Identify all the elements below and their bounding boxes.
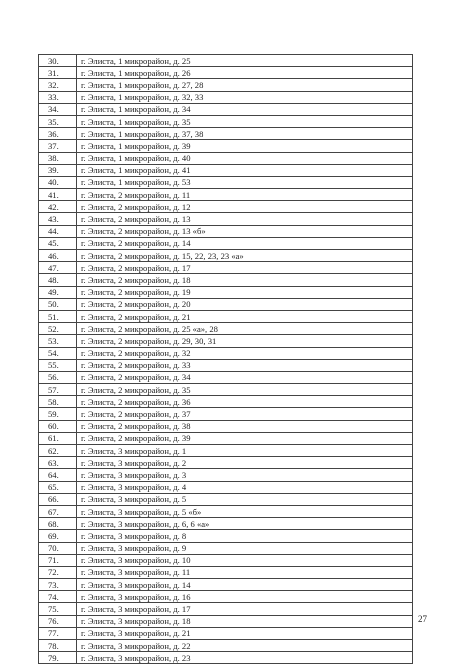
- table-row: [39, 469, 413, 481]
- row-address: г. Элиста, 1 микрорайон, д. 26: [77, 67, 413, 79]
- row-number: 71.: [39, 554, 77, 566]
- row-number: 58.: [39, 396, 77, 408]
- row-address: г. Элиста, 2 микрорайон, д. 18: [77, 274, 413, 286]
- table-row: [39, 359, 413, 371]
- table-row: [39, 615, 413, 627]
- row-address: г. Элиста, 2 микрорайон, д. 25 «а», 28: [77, 323, 413, 335]
- row-number: 77.: [39, 627, 77, 639]
- table-row: [39, 298, 413, 310]
- row-address: г. Элиста, 2 микрорайон, д. 32: [77, 347, 413, 359]
- table-row: [39, 518, 413, 530]
- table-row: [39, 128, 413, 140]
- row-address: г. Элиста, 2 микрорайон, д. 12: [77, 201, 413, 213]
- table-row: [39, 445, 413, 457]
- row-number: 74.: [39, 591, 77, 603]
- row-number: 69.: [39, 530, 77, 542]
- table-row: [39, 140, 413, 152]
- row-address: г. Элиста, 3 микрорайон, д. 3: [77, 469, 413, 481]
- row-number: 37.: [39, 140, 77, 152]
- table-row: [39, 591, 413, 603]
- row-number: 60.: [39, 420, 77, 432]
- table-row: [39, 579, 413, 591]
- table-row: [39, 554, 413, 566]
- row-address: г. Элиста, 2 микрорайон, д. 21: [77, 310, 413, 322]
- row-address: г. Элиста, 1 микрорайон, д. 39: [77, 140, 413, 152]
- row-address: г. Элиста, 2 микрорайон, д. 39: [77, 432, 413, 444]
- table-row: [39, 457, 413, 469]
- row-address: г. Элиста, 3 микрорайон, д. 1: [77, 445, 413, 457]
- table-row: [39, 176, 413, 188]
- row-number: 73.: [39, 579, 77, 591]
- row-address: г. Элиста, 3 микрорайон, д. 22: [77, 640, 413, 652]
- table-row: [39, 603, 413, 615]
- row-number: 39.: [39, 164, 77, 176]
- table-row: [39, 67, 413, 79]
- row-number: 55.: [39, 359, 77, 371]
- row-number: 32.: [39, 79, 77, 91]
- row-number: 68.: [39, 518, 77, 530]
- table-row: [39, 371, 413, 383]
- table-row: [39, 103, 413, 115]
- row-address: г. Элиста, 2 микрорайон, д. 29, 30, 31: [77, 335, 413, 347]
- table-row: [39, 640, 413, 652]
- row-number: 67.: [39, 505, 77, 517]
- row-number: 46.: [39, 250, 77, 262]
- row-address: г. Элиста, 3 микрорайон, д. 14: [77, 579, 413, 591]
- row-address: г. Элиста, 2 микрорайон, д. 14: [77, 237, 413, 249]
- table-row: [39, 384, 413, 396]
- row-address: г. Элиста, 1 микрорайон, д. 34: [77, 103, 413, 115]
- row-address: г. Элиста, 2 микрорайон, д. 13 «б»: [77, 225, 413, 237]
- table-row: [39, 91, 413, 103]
- row-address: г. Элиста, 3 микрорайон, д. 5 «б»: [77, 505, 413, 517]
- row-address: г. Элиста, 1 микрорайон, д. 53: [77, 176, 413, 188]
- row-number: 63.: [39, 457, 77, 469]
- row-address: г. Элиста, 3 микрорайон, д. 2: [77, 457, 413, 469]
- row-number: 38.: [39, 152, 77, 164]
- row-address: г. Элиста, 2 микрорайон, д. 11: [77, 189, 413, 201]
- row-number: 75.: [39, 603, 77, 615]
- table-row: [39, 189, 413, 201]
- table-row: [39, 115, 413, 127]
- row-number: 78.: [39, 640, 77, 652]
- row-address: г. Элиста, 2 микрорайон, д. 36: [77, 396, 413, 408]
- table-row: [39, 201, 413, 213]
- row-number: 59.: [39, 408, 77, 420]
- table-row: [39, 652, 413, 664]
- row-number: 43.: [39, 213, 77, 225]
- row-number: 36.: [39, 128, 77, 140]
- row-address: г. Элиста, 2 микрорайон, д. 13: [77, 213, 413, 225]
- row-number: 66.: [39, 493, 77, 505]
- table-row: [39, 420, 413, 432]
- row-number: 34.: [39, 103, 77, 115]
- table-row: [39, 164, 413, 176]
- row-address: г. Элиста, 3 микрорайон, д. 6, 6 «а»: [77, 518, 413, 530]
- row-number: 33.: [39, 91, 77, 103]
- row-number: 76.: [39, 615, 77, 627]
- row-address: г. Элиста, 3 микрорайон, д. 21: [77, 627, 413, 639]
- table-row: [39, 225, 413, 237]
- row-address: г. Элиста, 3 микрорайон, д. 18: [77, 615, 413, 627]
- row-address: г. Элиста, 2 микрорайон, д. 33: [77, 359, 413, 371]
- row-number: 42.: [39, 201, 77, 213]
- row-address: г. Элиста, 3 микрорайон, д. 8: [77, 530, 413, 542]
- row-number: 52.: [39, 323, 77, 335]
- row-number: 79.: [39, 652, 77, 664]
- table-row: [39, 152, 413, 164]
- row-address: г. Элиста, 3 микрорайон, д. 10: [77, 554, 413, 566]
- row-address: г. Элиста, 2 микрорайон, д. 35: [77, 384, 413, 396]
- table-row: [39, 566, 413, 578]
- row-number: 44.: [39, 225, 77, 237]
- table-row: [39, 432, 413, 444]
- table-row: [39, 542, 413, 554]
- table-row: [39, 286, 413, 298]
- row-address: г. Элиста, 2 микрорайон, д. 34: [77, 371, 413, 383]
- row-address: г. Элиста, 1 микрорайон, д. 37, 38: [77, 128, 413, 140]
- row-address: г. Элиста, 2 микрорайон, д. 19: [77, 286, 413, 298]
- table-row: [39, 493, 413, 505]
- row-number: 48.: [39, 274, 77, 286]
- table-row: [39, 323, 413, 335]
- row-number: 47.: [39, 262, 77, 274]
- table-row: [39, 347, 413, 359]
- table-row: [39, 530, 413, 542]
- row-address: г. Элиста, 1 микрорайон, д. 27, 28: [77, 79, 413, 91]
- row-number: 35.: [39, 115, 77, 127]
- row-number: 51.: [39, 310, 77, 322]
- row-number: 70.: [39, 542, 77, 554]
- row-address: г. Элиста, 3 микрорайон, д. 9: [77, 542, 413, 554]
- row-address: г. Элиста, 3 микрорайон, д. 17: [77, 603, 413, 615]
- row-address: г. Элиста, 2 микрорайон, д. 37: [77, 408, 413, 420]
- table-row: [39, 250, 413, 262]
- row-number: 41.: [39, 189, 77, 201]
- row-address: г. Элиста, 1 микрорайон, д. 35: [77, 115, 413, 127]
- row-number: 40.: [39, 176, 77, 188]
- table-row: [39, 213, 413, 225]
- row-address: г. Элиста, 1 микрорайон, д. 41: [77, 164, 413, 176]
- row-number: 49.: [39, 286, 77, 298]
- page-number: 27: [418, 614, 427, 624]
- row-number: 62.: [39, 445, 77, 457]
- row-address: г. Элиста, 2 микрорайон, д. 17: [77, 262, 413, 274]
- table-row: [39, 310, 413, 322]
- table-row: [39, 55, 413, 67]
- row-number: 30.: [39, 55, 77, 67]
- table-row: [39, 627, 413, 639]
- row-address: г. Элиста, 2 микрорайон, д. 15, 22, 23, 23 «а»: [77, 250, 413, 262]
- table-row: [39, 79, 413, 91]
- row-number: 64.: [39, 469, 77, 481]
- row-number: 56.: [39, 371, 77, 383]
- table-row: [39, 335, 413, 347]
- row-number: 31.: [39, 67, 77, 79]
- row-address: г. Элиста, 1 микрорайон, д. 32, 33: [77, 91, 413, 103]
- row-address: г. Элиста, 3 микрорайон, д. 16: [77, 591, 413, 603]
- row-address: г. Элиста, 3 микрорайон, д. 11: [77, 566, 413, 578]
- table-row: [39, 237, 413, 249]
- row-address: г. Элиста, 1 микрорайон, д. 40: [77, 152, 413, 164]
- row-number: 54.: [39, 347, 77, 359]
- address-table-body: [39, 55, 413, 664]
- row-address: г. Элиста, 2 микрорайон, д. 38: [77, 420, 413, 432]
- table-row: [39, 262, 413, 274]
- table-row: [39, 408, 413, 420]
- table-row: [39, 396, 413, 408]
- row-number: 50.: [39, 298, 77, 310]
- row-number: 65.: [39, 481, 77, 493]
- row-address: г. Элиста, 1 микрорайон, д. 25: [77, 55, 413, 67]
- table-row: [39, 505, 413, 517]
- row-number: 53.: [39, 335, 77, 347]
- row-number: 57.: [39, 384, 77, 396]
- address-table: [38, 54, 413, 664]
- row-number: 45.: [39, 237, 77, 249]
- row-address: г. Элиста, 3 микрорайон, д. 4: [77, 481, 413, 493]
- row-number: 61.: [39, 432, 77, 444]
- table-row: [39, 481, 413, 493]
- row-address: г. Элиста, 2 микрорайон, д. 20: [77, 298, 413, 310]
- row-address: г. Элиста, 3 микрорайон, д. 5: [77, 493, 413, 505]
- row-address: г. Элиста, 3 микрорайон, д. 23: [77, 652, 413, 664]
- table-row: [39, 274, 413, 286]
- row-number: 72.: [39, 566, 77, 578]
